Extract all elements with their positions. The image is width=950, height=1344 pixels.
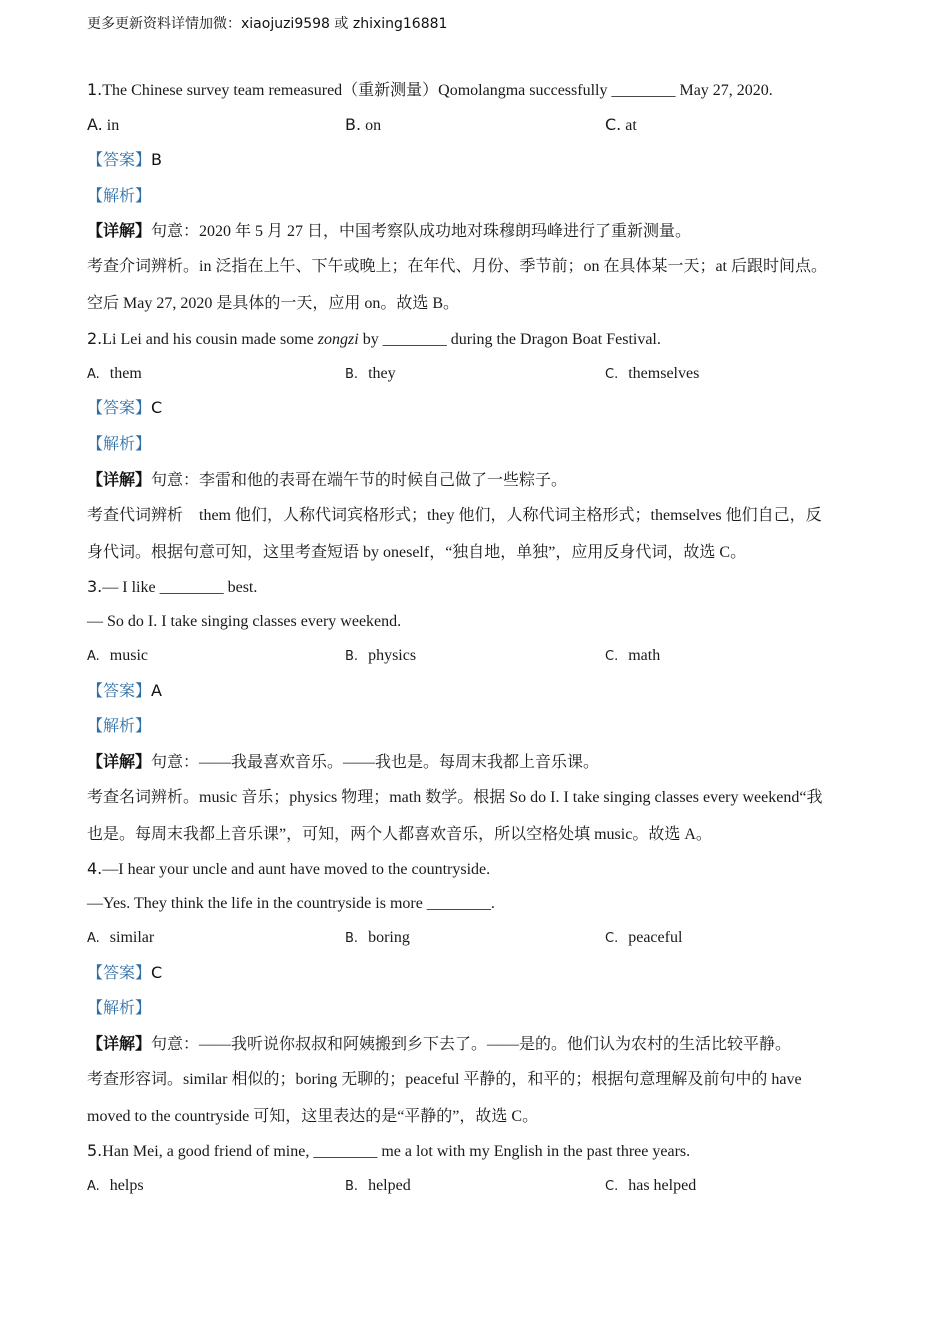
q2-analysis-label: 【解析】 — [87, 434, 152, 453]
q1-analysis-label: 【解析】 — [87, 186, 152, 205]
q4-analysis-label: 【解析】 — [87, 998, 152, 1017]
q3-explanation-line: 考查名词辨析。music 音乐；physics 物理；math 数学。根据 So do I. I take singing classes every weekend“我 — [87, 789, 823, 806]
q1-option-b: B. on — [345, 115, 382, 134]
q2-option-c: C. themselves — [605, 365, 700, 382]
q3-answer: 【答案】A — [87, 681, 162, 700]
question-1-stem: 1.The Chinese survey team remeasured（重新测量）Qomolangma successfully ________ May 27, 2020. — [87, 80, 773, 99]
q4-option-c: C. peaceful — [605, 929, 683, 946]
q1-detail: 【详解】句意：2020 年 5 月 27 日，中国考察队成功地对珠穆朗玛峰进行了重新测量。 — [87, 221, 692, 240]
question-3-stem: 3.— I like ________ best. — [87, 577, 258, 596]
q3-detail: 【详解】句意：——我最喜欢音乐。——我也是。每周末我都上音乐课。 — [87, 752, 600, 771]
q3-analysis-label: 【解析】 — [87, 716, 152, 735]
question-4-stem-line: —Yes. They think the life in the countryside is more ________. — [87, 895, 495, 912]
header-contact: 更多更新资料详情加微：xiaojuzi9598 或 zhixing16881 — [87, 16, 448, 32]
q1-answer: 【答案】B — [87, 150, 162, 169]
question-4-stem: 4.—I hear your uncle and aunt have moved to the countryside. — [87, 859, 491, 878]
q2-detail: 【详解】句意：李雷和他的表哥在端午节的时候自己做了一些粽子。 — [87, 470, 568, 489]
q4-explanation-line: moved to the countryside 可知，这里表达的是“平静的”，故选 C。 — [87, 1108, 539, 1125]
question-5-stem: 5.Han Mei, a good friend of mine, ________ me a lot with my English in the past three years. — [87, 1141, 691, 1160]
q1-explanation-line: 考查介词辨析。in 泛指在上午、下午或晚上；在年代、月份、季节前；on 在具体某一天；at 后跟时间点。 — [87, 258, 827, 275]
q4-explanation-line: 考查形容词。similar 相似的；boring 无聊的；peaceful 平静的，和平的；根据句意理解及前句中的 have — [87, 1071, 802, 1088]
q2-option-a: A. them — [87, 365, 142, 382]
q1-option-a: A. in — [87, 115, 120, 134]
q2-option-b: B. they — [345, 365, 396, 382]
q5-option-b: B. helped — [345, 1177, 411, 1194]
q2-explanation-line: 身代词。根据句意可知，这里考查短语 by oneself，“独自地，单独”，应用反身代词，故选 C。 — [87, 544, 747, 561]
q5-option-a: A. helps — [87, 1177, 144, 1194]
question-number: 1. — [87, 80, 103, 99]
q2-answer: 【答案】C — [87, 398, 163, 417]
q2-explanation-line: 考查代词辨析 them 他们，人称代词宾格形式；they 他们，人称代词主格形式；themselves 他们自己，反 — [87, 507, 822, 524]
q1-explanation-line: 空后 May 27, 2020 是具体的一天，应用 on。故选 B。 — [87, 295, 460, 312]
q4-option-b: B. boring — [345, 929, 410, 946]
q3-option-a: A. music — [87, 647, 149, 664]
q3-option-b: B. physics — [345, 647, 417, 664]
q4-detail: 【详解】句意：——我听说你叔叔和阿姨搬到乡下去了。——是的。他们认为农村的生活比较平静。 — [87, 1034, 792, 1053]
q1-option-c: C. at — [605, 115, 637, 134]
question-3-stem-line: — So do I. I take singing classes every weekend. — [87, 613, 402, 630]
q3-explanation-line: 也是。每周末我都上音乐课”，可知，两个人都喜欢音乐，所以空格处填 music。故选 A。 — [87, 826, 712, 843]
q3-option-c: C. math — [605, 647, 661, 664]
q4-option-a: A. similar — [87, 929, 155, 946]
question-2-stem: 2.Li Lei and his cousin made some zongzi by ________ during the Dragon Boat Festival. — [87, 329, 661, 348]
q5-option-c: C. has helped — [605, 1177, 697, 1194]
q4-answer: 【答案】C — [87, 963, 163, 982]
